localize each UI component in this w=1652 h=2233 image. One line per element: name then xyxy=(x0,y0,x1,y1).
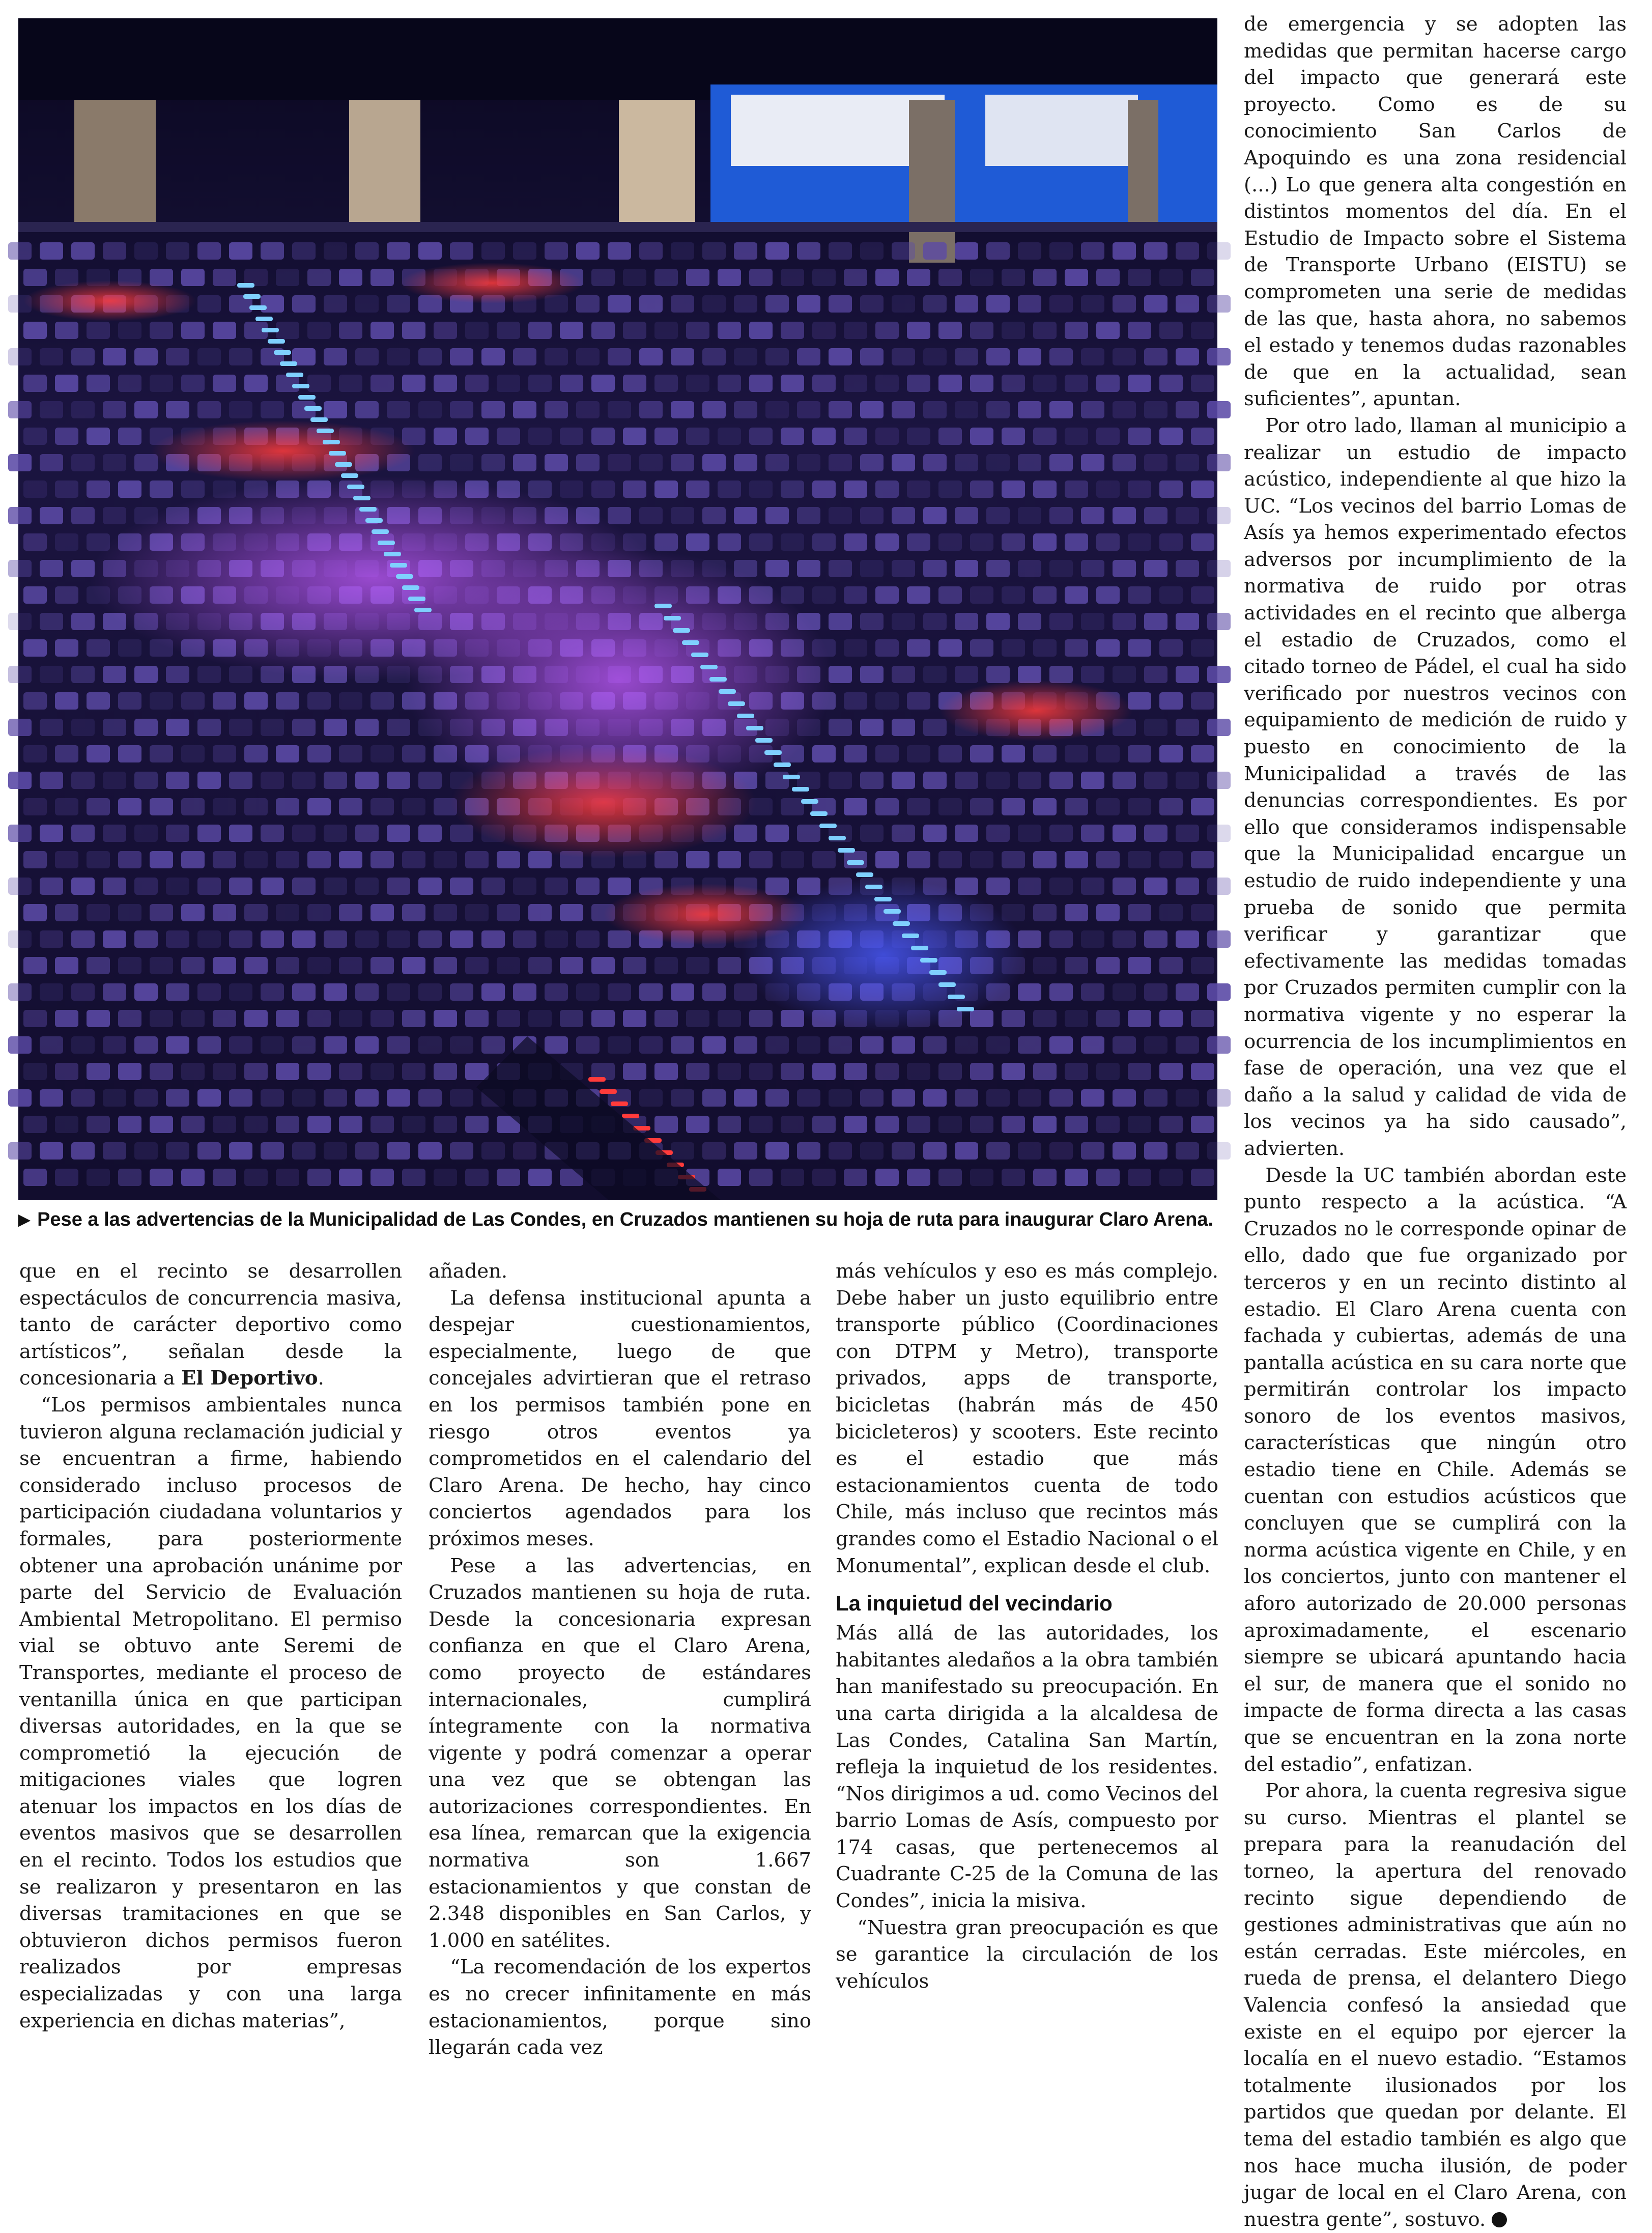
paragraph: más vehículos y eso es más complejo. Debe haber un justo equilibrio entre transporte público (Coordinaciones con DTPM y Metro), transporte privados, apps de transporte, bicicletas (habrán más de 450 bicicleteros) y scooters. Este recinto es el estadio que más estacionamientos cuenta de todo Chile, más incluso que recintos más grandes como el Estadio Nacional o el Monumental”, explican desde el club. xyxy=(836,1260,1218,1577)
photo-caption xyxy=(18,1205,1219,1234)
paragraph: “La recomendación de los expertos es no crecer infinitamente en más estacionamientos, porque sino llegarán cada vez xyxy=(429,1956,811,2059)
stadium-photo-art xyxy=(18,18,1217,1200)
article-column-4 xyxy=(1244,11,1627,2231)
caption-arrow-icon: ▶ xyxy=(18,1211,31,1228)
paragraph: añaden. xyxy=(429,1260,508,1283)
paragraph-text: Por ahora, la cuenta regresiva sigue su curso. Mientras el plantel se prepara para la reanudación del torneo, la apertura del renovado recinto sigue dependiendo de gestiones administrativas que aún no están cerradas. Este miércoles, en rueda de prensa, el delantero Diego Valencia confesó la ansiedad que existe en el equipo por ejercer la localía en el nuevo estadio. “Estamos totalmente ilusionados por los partidos que quedan por delante. El tema del estadio también es algo que nos hace mucha ilusión, de poder jugar de local en el Claro Arena, con nuestra gente”, sostuvo. xyxy=(1244,1779,1627,2231)
publication-name: El Deportivo xyxy=(181,1367,318,1390)
article-column-3 xyxy=(836,1258,1218,1993)
paragraph xyxy=(19,1258,402,1392)
paragraph: de emergencia y se adopten las medidas que permitan hacerse cargo del impacto que generará este proyecto. Como es de su conocimiento San Carlos de Apoquindo es una zona residencial (...) Lo que genera alta congestión en distintos momentos del día. En el Estudio de Impacto sobre el Sistema de Transporte Urbano (EISTU) se comprometen una serie de medidas de las que, hasta ahora, no sabemos el estado y tenemos dudas razonables de que en la actualidad, sean suficientes”, apuntan. xyxy=(1244,13,1627,411)
paragraph: “Los permisos ambientales nunca tuvieron alguna reclamación judicial y se encuentran a firme, habiendo considerado incluso procesos de participación ciudadana voluntarios y formales, para posteriormente obtener una aprobación unánime por parte del Servicio de Evaluación Ambiental Metropolitano. El permiso vial se obtuvo ante Seremi de Transportes, mediante el proceso de ventanilla única en que participan diversas autoridades, en la que se comprometió la ejecución de mitigaciones viales que logren atenuar los impactos en los días de eventos masivos que se desarrollen en el recinto. Todos los estudios que se realizaron y presentaron en las diversas tramitaciones en que se obtuvieron dichos permisos fueron realizados por empresas especializadas y con una larga experiencia en dichas materias”, xyxy=(19,1393,402,2032)
paragraph: Más allá de las autoridades, los habitantes aledaños a la obra también han manifestado su preocupación. En una carta dirigida a la alcaldesa de Las Condes, Catalina San Martín, refleja la inquietud de los residentes. “Nos dirigimos a ud. como Vecinos del barrio Lomas de Asís, compuesto por 174 casas, que pertenecemos al Cuadrante C-25 de la Comuna de las Condes”, inicia la misiva. xyxy=(836,1622,1218,1913)
end-of-article-bullet-icon xyxy=(1492,2212,1507,2227)
paragraph xyxy=(1244,1778,1627,2233)
paragraph: Desde la UC también abordan este punto respecto a la acústica. “A Cruzados no le corresponde opinar de ello, dado que fue organizado por terceros y en un recinto distinto al estadio. El Claro Arena cuenta con fachada y cubiertas, además de una pantalla acústica en su cara norte que permitirán controlar los impacto sonoro de los eventos masivos, características que ningún otro estadio tiene en Chile. Además se cuentan con estudios acústicos que concluyen que se cumplirá con la norma acústica vigente en Chile, y en los conciertos, junto con mantener el aforo autorizado de 20.000 personas aproximadamente, el escenario siempre se ubicará apuntando hacia el sur, de manera que el sonido no impacte de forma directa a las casas que se encuentran en la zona norte del estadio”, enfatizan. xyxy=(1244,1164,1627,1776)
stadium-photo xyxy=(18,18,1217,1200)
caption-text: Pese a las advertencias de la Municipalidad de Las Condes, en Cruzados mantienen su hoja de ruta para inaugurar Claro Arena. xyxy=(37,1209,1214,1230)
article-column-2 xyxy=(429,1258,811,2059)
paragraph-text: . xyxy=(318,1367,324,1390)
paragraph: Por otro lado, llaman al municipio a realizar un estudio de impacto acústico, independiente al que hizo la UC. “Los vecinos del barrio Lomas de Asís ya hemos experimentado efectos adversos por incumplimiento de la normativa de ruido por otras actividades en el recinto que alberga el estadio de Cruzados, como el citado torneo de Pádel, el cual ha sido verificado por nuestros vecinos con equipamiento de medición de ruido y puesto en conocimiento de la Municipalidad a través de las denuncias correspondientes. Es por ello que consideramos indispensable que la Municipalidad encargue un estudio de ruido independiente y una prueba de sonido que permita verificar y garantizar que efectivamente las medidas tomadas por Cruzados permiten cumplir con la normativa vigente y no esperar la ocurrencia de los incumplimientos en fase de operación, una vez que el daño a la salud y calidad de vida de los vecinos ya ha sido causado”, advierten. xyxy=(1244,414,1627,1160)
paragraph: La defensa institucional apunta a despejar cuestionamientos, especialmente, luego de que concejales advirtieran que el retraso en los permisos también pone en riesgo otros eventos ya comprometidos en el calendario del Claro Arena. De hecho, hay cinco conciertos agendados para los próximos meses. xyxy=(429,1286,811,1550)
paragraph: “Nuestra gran preocupación es que se garantice la circulación de los vehículos xyxy=(836,1916,1218,1993)
paragraph: Pese a las advertencias, en Cruzados mantienen su hoja de ruta. Desde la concesionaria expresan confianza en que el Claro Arena, como proyecto de estándares internacionales, cumplirá íntegramente con la normativa vigente y podrá comenzar a operar una vez que se obtengan las autorizaciones correspondientes. En esa línea, remarcan que la exigencia normativa son 1.667 estacionamientos y que constan de 2.348 disponibles en San Carlos, y 1.000 en satélites. xyxy=(429,1554,811,1952)
section-subheading: La inquietud del vecindario xyxy=(836,1591,1113,1616)
paragraph-text: que en el recinto se desarrollen espectáculos de concurrencia masiva, tanto de carácter deportivo como artísticos”, señalan desde la concesionaria a xyxy=(19,1260,402,1390)
article-column-1 xyxy=(19,1258,402,2032)
